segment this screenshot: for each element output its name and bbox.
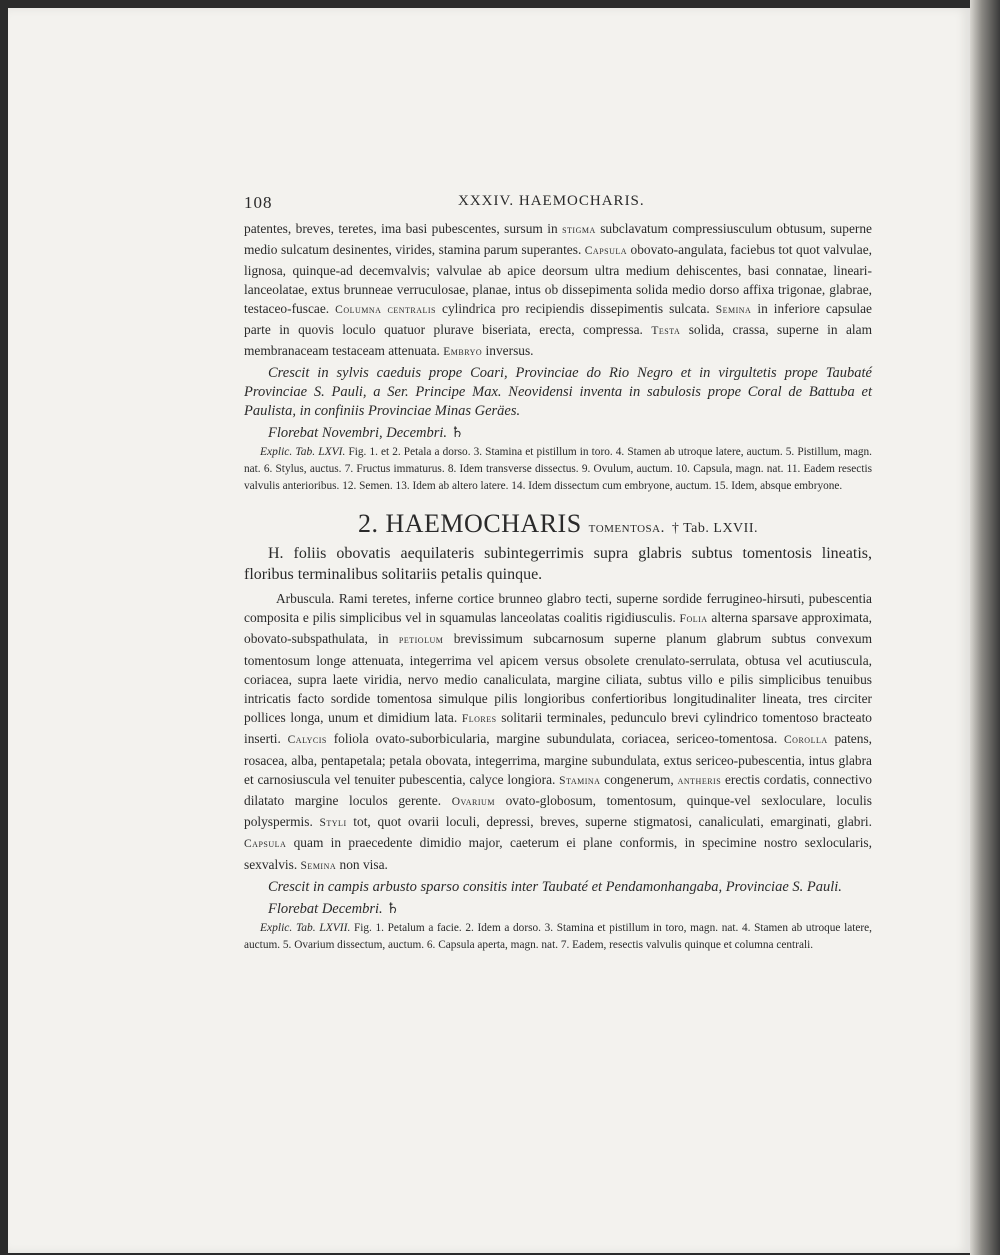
species-number: 2. — [357, 509, 379, 538]
term-capsula: Capsula — [584, 245, 628, 257]
text-block — [244, 193, 872, 954]
term-stamina: Stamina — [559, 774, 601, 787]
term-corolla: Corolla — [784, 734, 828, 747]
page-header — [244, 193, 872, 219]
species2-heading — [244, 509, 872, 539]
term-ovarium: Ovarium — [451, 796, 495, 809]
text-run: cylindrica pro recipiendis dissepimentis sulcata. — [436, 301, 716, 316]
species2-flowering — [244, 899, 872, 919]
term-capsula: Capsula — [244, 838, 287, 851]
plate-reference: † Tab. LXVII. — [671, 521, 758, 536]
text-run: ovato-globosum, tomentosum, quinque-vel sexloculare, loculis polyspermis. — [244, 793, 872, 830]
species-epithet: tomentosa. — [588, 520, 665, 536]
term-antheris: antheris — [677, 774, 722, 787]
term-folia: Folia — [679, 613, 708, 626]
species1-description — [244, 219, 872, 362]
species2-plate-explanation — [244, 920, 872, 954]
term-testa: Testa — [651, 325, 681, 337]
flowering-text: Florebat Decembri. — [268, 900, 383, 917]
term-flores: Flores — [461, 713, 497, 726]
text-run: non visa. — [336, 856, 388, 872]
page-edge — [970, 0, 1000, 1255]
term-petiolum: petiolum — [398, 634, 444, 647]
genus-name: HAEMOCHARIS — [385, 509, 582, 538]
text-run: patentes, breves, teretes, ima basi pubescentes, sursum in — [244, 221, 563, 236]
text-run: obovato-angulata, faciebus tot quot valvulae, lignosa, quinque-ad decemvalvis; valvulae ab apice deorsum ultra medium dehiscentes, basi connatae, lineari-lanceolatae, extus brunneae verruculosae, planae, intus ob dissepimenta solida medio dorso affixa trigonae, glabrae, testaceo-fuscae. — [244, 242, 872, 316]
species1-flowering — [244, 423, 872, 443]
page-number: 108 — [244, 193, 273, 212]
text-run: brevissimum subcarnosum superne planum glabrum subtus convexum tomentosum longe attenuata, integerrima vel apicem versus obsolete crenulato-serrulata, obtusa vel acutiuscula, coriacea, supra laete viridia, nervo medio canaliculata, margine ciliata, subtus villo e pilis simplicibus tenuibus intricatis facto sordide tomentosa simulque pilis longioribus confertioribus longitudinaliter lineata, tres circiter pollices longa, unum et dimidium lata. — [244, 631, 872, 726]
species1-plate-explanation — [244, 444, 872, 495]
term-columna-centralis: Columna centralis — [335, 304, 436, 316]
text-run: tot, quot ovarii loculi, depressi, breves, superne stigmatosi, canaliculati, emarginati, glabri. — [346, 814, 872, 830]
text-run: inversus. — [482, 343, 534, 358]
text-run: solida, crassa, superne in alam membranaceam testaceam attenuata. — [244, 322, 873, 358]
species2-locality: Crescit in campis arbusto sparso consitis inter Taubaté et Pendamonhangaba, Provinciae S. Pauli. — [268, 878, 842, 895]
term-semina: Semina — [715, 304, 752, 316]
species1-locality: Crescit in sylvis caeduis prope Coari, Provinciae do Rio Negro et in virgultetis prope Taubaté Provinciae S. Pauli, a Ser. Principe Max. Neovidensi inventa in sabulosis prope Coral de Battuba et Paulista, in confiniis Provinciae Minas Geräes. — [244, 365, 872, 419]
term-embryo: Embryo — [443, 346, 483, 358]
plate-label: Explic. Tab. LXVII. — [260, 921, 351, 934]
text-run: erectis cordatis, connectivo dilatato margine loculos gerente. — [244, 771, 873, 809]
text-run: patens, rosacea, alba, pentapetala; petala obovata, integerrima, margine subundulata, extus sericeo-pubescentia, intus glabra et carnosiuscula vel tenuiter pubescentia, calyce longiora. — [244, 731, 872, 787]
term-calycis: Calycis — [287, 734, 327, 747]
shrub-symbol-icon: ♄ — [450, 425, 464, 441]
text-run: alterna sparsave approximata, obovato-subspathulata, in — [244, 610, 872, 647]
book-page — [8, 8, 970, 1253]
term-semina: Semina — [300, 859, 337, 872]
text-run: subclavatum compressiusculum obtusum, superne medio sulcatum desinentes, virides, stamina parum superantes. — [244, 221, 872, 257]
term-styli: Styli — [319, 817, 347, 830]
flowering-text: Florebat Novembri, Decembri. — [268, 425, 448, 441]
running-head: XXXIV. HAEMOCHARIS. — [458, 193, 645, 209]
species2-diagnosis: H. foliis obovatis aequilateris subintegerrimis supra glabris subtus tomentosis lineatis, floribus terminalibus solitariis petalis quinque. — [244, 545, 872, 583]
plate-label: Explic. Tab. LXVI. — [260, 446, 346, 458]
term-stigma: stigma — [562, 224, 596, 236]
species2-description — [244, 589, 872, 876]
text-run: foliola ovato-suborbicularia, margine subundulata, coriacea, sericeo-tomentosa. — [326, 731, 785, 747]
plate-text: Fig. 1. Petalum a facie. 2. Idem a dorso. 3. Stamina et pistillum in toro, magn. nat. 4. Stamen ab utroque latere, auctum. 5. Ovarium dissectum, auctum. 6. Capsula aperta, magn. nat. 7. Eadem, resectis valvulis quinque et columna centrali. — [244, 921, 872, 951]
text-run: Arbuscula. Rami teretes, inferne cortice brunneo glabro tecti, superne sordide ferrugineo-hirsuti, pubescentia composita e pilis simplicibus vel in squamulas lanceolatas coalitis rigidiusculis. — [244, 591, 872, 626]
text-run: solitarii terminales, pedunculo brevi cylindrico tomentoso bracteato inserti. — [244, 710, 872, 747]
text-run: quam in praecedente dimidio major, caeterum ei plane conformis, in specimine nostro sexlocularis, sexvalvis. — [244, 835, 872, 872]
plate-text: Fig. 1. et 2. Petala a dorso. 3. Stamina et pistillum in toro. 4. Stamen ab utroque latere, auctum. 5. Pistillum, magn. nat. 6. Stylus, auctus. 7. Fructus immaturus. 8. Idem transverse dissectus. 9. Ovulum, auctum. 10. Capsula, magn. nat. 11. Eadem resectis valvulis anterioribus. 12. Semen. 13. Idem ab altero latere. 14. Idem dissectum cum embryone, auctum. 15. Idem, absque embryone. — [244, 446, 872, 492]
text-run: in inferiore capsulae parte in quovis loculo quatuor plurave biseriata, erecta, compressa. — [244, 301, 873, 337]
text-run: congenerum, — [600, 771, 678, 787]
shrub-symbol-icon: ♄ — [386, 900, 400, 917]
